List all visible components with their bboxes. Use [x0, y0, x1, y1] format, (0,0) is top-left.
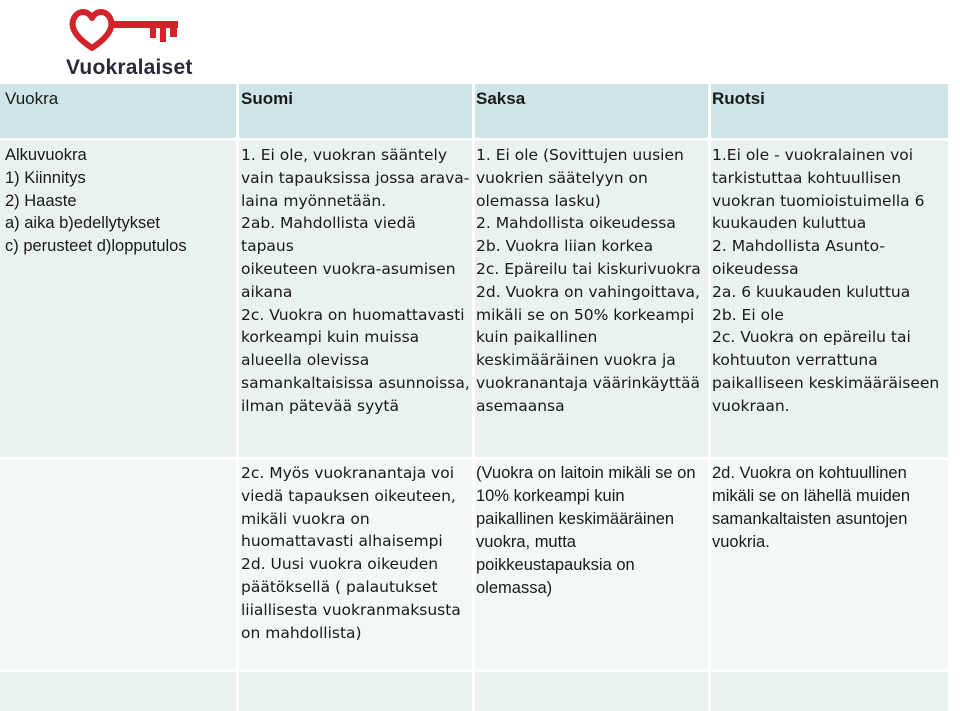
row3-saksa-cell — [475, 672, 708, 711]
table-header-row — [0, 84, 948, 138]
header-vuokra: Vuokra — [0, 84, 236, 138]
row1-suomi-cell: 1. Ei ole, vuokran sääntely vain tapauksissa jossa arava- laina myönnetään. 2ab. Mahdollista viedä tapaus oikeuteen vuokra-asumisen aikana 2c. Vuokra on huomattavasti korkeampi kuin muissa alueella olevissa samankaltaisissa asunnoissa, ilman pätevää syytä — [239, 141, 472, 457]
logo-text: Vuokralaiset — [66, 56, 193, 79]
row1-ruotsi-cell: 1.Ei ole - vuokralainen voi tarkistuttaa kohtuullisen vuokran tuomioistuimella 6 kuukauden kuluttua 2. Mahdollista Asunto- oikeudessa 2a. 6 kuukauden kuluttua 2b. Ei ole 2c. Vuokra on epäreilu tai kohtuuton verrattuna paikalliseen keskimääräiseen vuokraan. — [711, 141, 948, 457]
row2-label-cell — [0, 460, 236, 669]
table-row — [0, 460, 948, 669]
vuokralaiset-logo — [64, 4, 194, 82]
table-row — [0, 141, 948, 457]
row2-saksa-cell: (Vuokra on laitoin mikäli se on 10% korkeampi kuin paikallinen keskimääräinen vuokra, mutta poikkeustapauksia on olemassa) — [475, 460, 708, 669]
header-saksa: Saksa — [475, 84, 708, 138]
row2-suomi-cell: 2c. Myös vuokranantaja voi viedä tapauksen oikeuteen, mikäli vuokra on huomattavasti alhaisempi 2d. Uusi vuokra oikeuden päätöksellä ( palautukset liiallisesta vuokranmaksusta on mahdollista) — [239, 460, 472, 669]
header-ruotsi: Ruotsi — [711, 84, 948, 138]
row2-ruotsi-cell: 2d. Vuokra on kohtuullinen mikäli se on lähellä muiden samankaltaisten asuntojen vuokria. — [711, 460, 948, 669]
header-suomi: Suomi — [239, 84, 472, 138]
heart-key-icon — [64, 4, 194, 58]
table-row — [0, 672, 948, 711]
row3-suomi-cell — [239, 672, 472, 711]
row1-saksa-cell: 1. Ei ole (Sovittujen uusien vuokrien säätelyyn on olemassa lasku) 2. Mahdollista oikeudessa 2b. Vuokra liian korkea 2c. Epäreilu tai kiskurivuokra 2d. Vuokra on vahingoittava, mikäli se on 50% korkeampi kuin paikallinen keskimääräinen vuokra ja vuokranantaja väärinkäyttää asemaansa — [475, 141, 708, 457]
row3-ruotsi-cell — [711, 672, 948, 711]
row1-label-cell: Alkuvuokra 1) Kiinnitys 2) Haaste a) aika b)edellytykset c) perusteet d)lopputulos — [0, 141, 236, 457]
row3-label-cell — [0, 672, 236, 711]
